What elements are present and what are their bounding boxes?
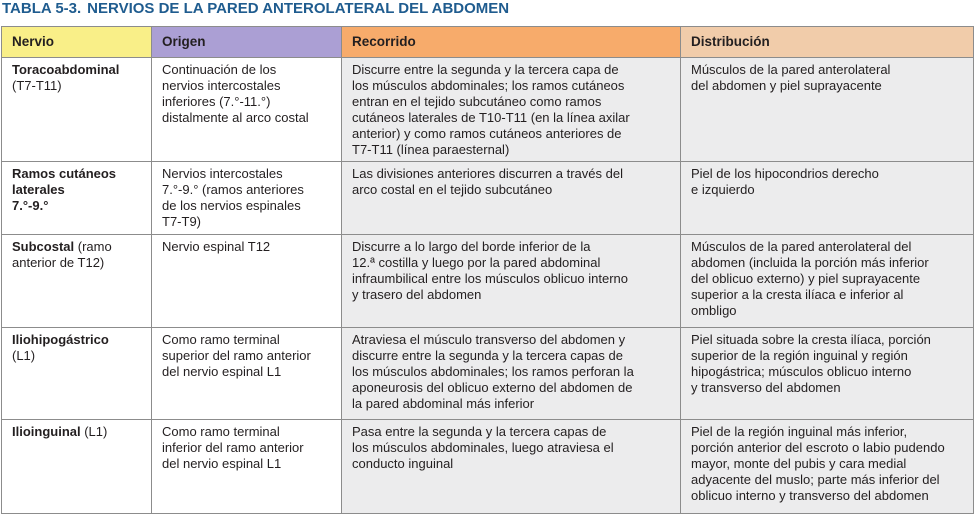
- distribution-cell: [681, 420, 974, 514]
- distribution-text: Músculos de la pared anterolateral del abdomen (incluida la porción más inferior del oblicuo externo) y piel suprayacente superior a la cresta ilíaca e inferior al ombligo: [691, 239, 929, 318]
- distribution-text: Piel situada sobre la cresta ilíaca, porción superior de la región inguinal y región hipogástrica; músculos oblicuo interno y transverso del abdomen: [691, 332, 931, 395]
- origin-cell: [152, 328, 342, 420]
- course-text: Las divisiones anteriores discurren a través del arco costal en el tejido subcutáneo: [352, 166, 623, 197]
- distribution-cell: [681, 162, 974, 235]
- origin-cell: [152, 420, 342, 514]
- origin-cell: [152, 162, 342, 235]
- nerve-detail: (ramo anterior de T12): [12, 239, 112, 270]
- nerve-cell: [2, 420, 152, 514]
- nerve-detail: (L1): [12, 348, 36, 363]
- table-row: [2, 235, 974, 328]
- course-cell: [342, 420, 681, 514]
- distribution-cell: [681, 58, 974, 162]
- origin-text: Como ramo terminal inferior del ramo anterior del nervio espinal L1: [162, 424, 304, 471]
- header-origen: Origen: [152, 27, 342, 58]
- table-row: [2, 420, 974, 514]
- header-row: [2, 27, 974, 58]
- nerve-name: Toracoabdominal: [12, 62, 120, 77]
- header-distribucion: Distribución: [681, 27, 974, 58]
- nerve-name: Ramos cutáneos laterales 7.°-9.°: [12, 166, 117, 213]
- distribution-text: Piel de los hipocondrios derecho e izquierdo: [691, 166, 879, 197]
- course-text: Discurre entre la segunda y la tercera capa de los músculos abdominales; los ramos cutáneos entran en el tejido subcutáneo como ramos cutáneos laterales de T10-T11 (en la línea axilar anterior) y como ramos cutáneos anteriores de T7-T11 (línea paraesternal): [352, 62, 630, 157]
- nerve-cell: [2, 235, 152, 328]
- course-cell: [342, 58, 681, 162]
- header-recorrido: Recorrido: [342, 27, 681, 58]
- table-number: TABLA 5-3.: [2, 0, 82, 17]
- nerve-name: Iliohipogástrico: [12, 332, 109, 347]
- origin-text: Continuación de los nervios intercostales inferiores (7.°-11.°) distalmente al arco costal: [162, 62, 309, 125]
- nerve-cell: [2, 58, 152, 162]
- table-row: [2, 58, 974, 162]
- course-text: Pasa entre la segunda y la tercera capas de los músculos abdominales, luego atraviesa el conducto inguinal: [352, 424, 614, 471]
- course-cell: [342, 328, 681, 420]
- distribution-text: Músculos de la pared anterolateral del abdomen y piel suprayacente: [691, 62, 891, 93]
- course-text: Discurre a lo largo del borde inferior de la 12.ª costilla y luego por la pared abdominal infraumbilical entre los músculos oblicuo interno y trasero del abdomen: [352, 239, 629, 302]
- nerve-detail: (T7-T11): [12, 78, 62, 93]
- table-title: [2, 0, 509, 17]
- course-cell: [342, 162, 681, 235]
- origin-cell: [152, 58, 342, 162]
- origin-text: Como ramo terminal superior del ramo anterior del nervio espinal L1: [162, 332, 311, 379]
- distribution-cell: [681, 235, 974, 328]
- distribution-text: Piel de la región inguinal más inferior, porción anterior del escroto o labio pudendo mayor, monte del pubis y cara medial adyacente del muslo; parte más inferior del oblicuo interno y transverso del abdomen: [691, 424, 945, 503]
- nerve-name: Subcostal: [12, 239, 75, 254]
- nerves-table: [1, 26, 974, 514]
- origin-cell: [152, 235, 342, 328]
- origin-text: Nervio espinal T12: [162, 239, 271, 254]
- origin-text: Nervios intercostales 7.°-9.° (ramos anteriores de los nervios espinales T7-T9): [162, 166, 304, 229]
- nerve-cell: [2, 162, 152, 235]
- table-row: [2, 328, 974, 420]
- nerve-name: Ilioinguinal: [12, 424, 81, 439]
- nerve-cell: [2, 328, 152, 420]
- nerve-detail: (L1): [80, 424, 108, 439]
- course-cell: [342, 235, 681, 328]
- course-text: Atraviesa el músculo transverso del abdomen y discurre entre la segunda y la tercera capas de los músculos abdominales; los ramos perforan la aponeurosis del oblicuo externo del abdomen de la pared abdominal más inferior: [352, 332, 634, 411]
- distribution-cell: [681, 328, 974, 420]
- header-nervio: Nervio: [2, 27, 152, 58]
- table-row: [2, 162, 974, 235]
- table-caption: NERVIOS DE LA PARED ANTEROLATERAL DEL ABDOMEN: [87, 0, 510, 17]
